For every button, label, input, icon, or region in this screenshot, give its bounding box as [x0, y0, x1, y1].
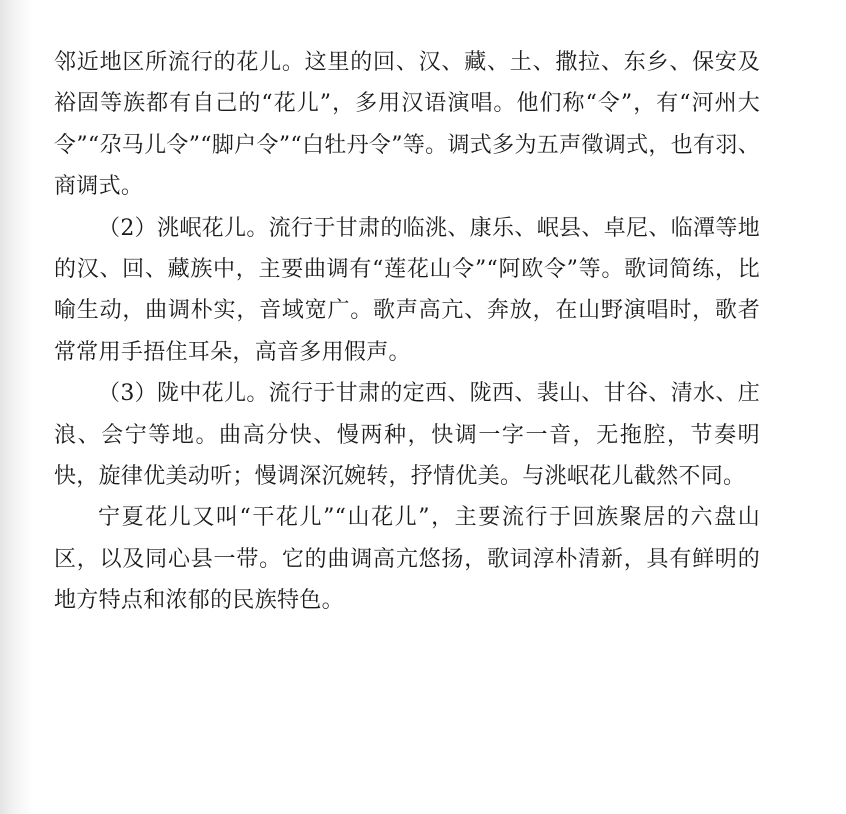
paragraph-taomin-huaer: （2）洮岷花儿。流行于甘肃的临洮、康乐、岷县、卓尼、临潭等地的汉、回、藏族中，主要曲调有“莲花山令”“阿欧令”等。歌词简练，比喻生动，曲调朴实，音域宽广。歌声高亢、奔放，在山野演唱时，歌者常常用手捂住耳朵，高音多用假声。 — [54, 215, 760, 365]
paragraph-ningxia-huaer: 宁夏花儿又叫“干花儿”“山花儿”，主要流行于回族聚居的六盘山区，以及同心县一带。它的曲调高亢悠扬，歌词淳朴清新，具有鲜明的地方特点和浓郁的民族特色。 — [54, 505, 760, 614]
body-text — [54, 42, 760, 622]
paragraph-huaer-intro: 邻近地区所流行的花儿。这里的回、汉、藏、土、撒拉、东乡、保安及裕固等族都有自己的“花儿”，多用汉语演唱。他们称“令”，有“河州大令”“尕马儿令”“脚户令”“白牡丹令”等。调式多为五声徵调式，也有羽、商调式。 — [54, 50, 760, 200]
paragraph-longzhong-huaer: （3）陇中花儿。流行于甘肃的定西、陇西、裴山、甘谷、清水、庄浪、会宁等地。曲高分快、慢两种，快调一字一音，无拖腔，节奏明快，旋律优美动听；慢调深沉婉转，抒情优美。与洮岷花儿截然不同。 — [54, 381, 760, 490]
